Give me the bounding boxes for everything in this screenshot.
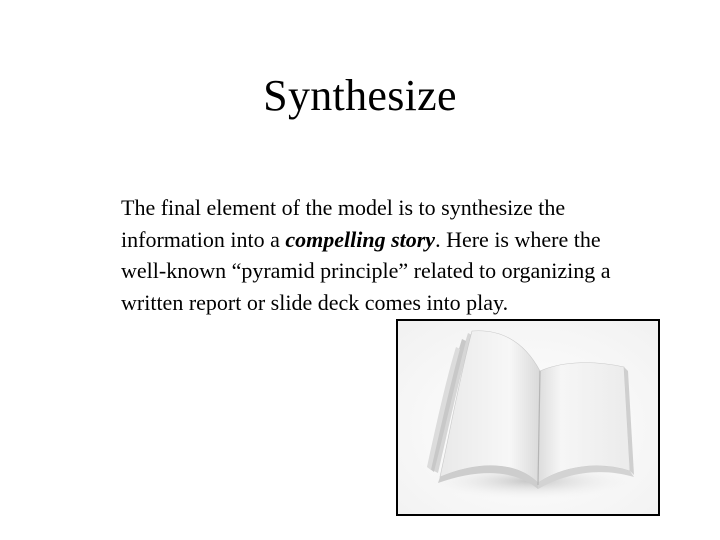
book-image-frame bbox=[396, 319, 660, 516]
open-book-icon bbox=[398, 321, 658, 514]
body-text-emphasis: compelling story bbox=[285, 226, 436, 252]
slide-title: Synthesize bbox=[263, 71, 457, 120]
slide-body-text bbox=[121, 192, 621, 318]
body-text-part-1: The final element of the model is to synthesize the information into a bbox=[121, 195, 566, 252]
body-text-part-2: . Here is where the well-known “pyramid principle” related to organizing a written report or slide deck comes into play. bbox=[121, 226, 611, 315]
